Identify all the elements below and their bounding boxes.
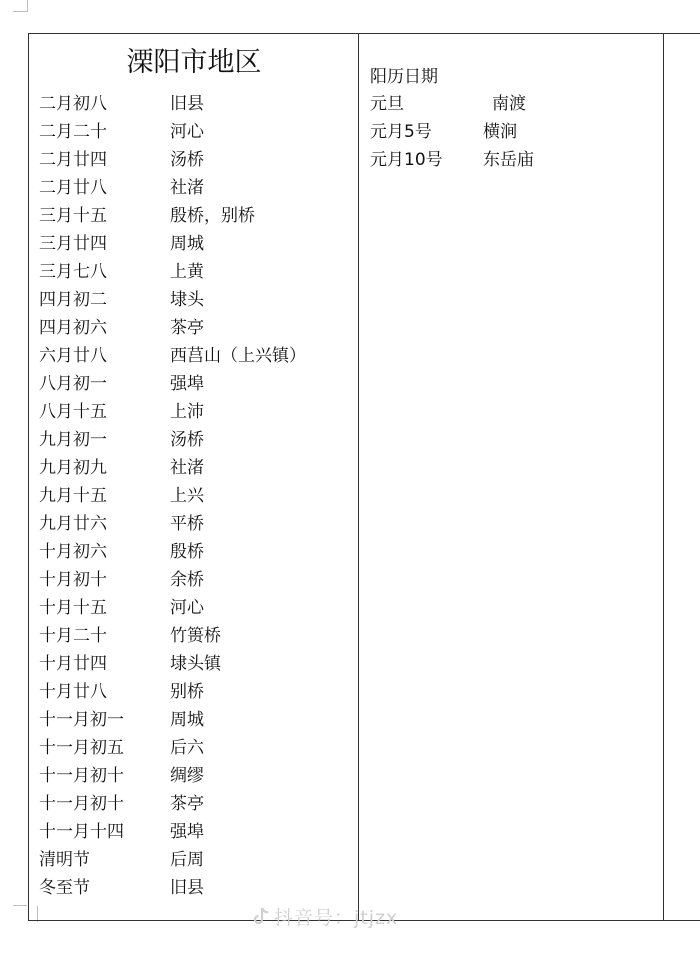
row-place: 强埠 [170,822,204,842]
row-date: 十月廿四 [39,654,107,674]
row-place: 社渚 [170,458,204,478]
row-date: 十一月初十 [39,794,124,814]
solar-date-heading: 阳历日期 [370,67,438,87]
row-place: 埭头镇 [170,654,221,674]
row-date: 十月二十 [39,626,107,646]
row-place: 平桥 [170,514,204,534]
row-place: 南渡 [492,94,526,114]
column-divider-right [663,34,664,920]
douyin-logo-icon [252,907,270,932]
row-place: 汤桥 [170,430,204,450]
row-place: 河心 [170,122,204,142]
row-place: 旧县 [170,878,204,898]
row-place: 河心 [170,598,204,618]
row-place: 殷桥 [170,542,204,562]
row-place: 旧县 [170,94,204,114]
row-date: 九月廿六 [39,514,107,534]
row-date: 十一月初五 [39,738,124,758]
page-title: 溧阳市地区 [126,47,262,78]
crop-mark-bottom-horizontal [13,905,27,906]
row-place: 社渚 [170,178,204,198]
row-place: 东岳庙 [483,150,534,170]
schedule-table [28,33,700,921]
row-date: 三月十五 [39,206,107,226]
row-date: 十一月初一 [39,710,124,730]
row-date: 四月初二 [39,290,107,310]
row-place: 茶亭 [170,318,204,338]
row-place: 绸缪 [170,766,204,786]
row-date: 十一月十四 [39,822,124,842]
watermark-text: 抖音号：jtjzx [274,907,399,929]
row-place: 上黄 [170,262,204,282]
watermark [252,903,398,932]
row-date: 八月十五 [39,402,107,422]
row-place: 茶亭 [170,794,204,814]
row-date: 九月初一 [39,430,107,450]
row-date: 二月廿四 [39,150,107,170]
row-place: 后六 [170,738,204,758]
row-place: 上沛 [170,402,204,422]
row-date: 十月初十 [39,570,107,590]
row-date: 二月初八 [39,94,107,114]
row-date: 冬至节 [39,878,90,898]
row-place: 余桥 [170,570,204,590]
row-date: 九月十五 [39,486,107,506]
row-place: 上兴 [170,486,204,506]
row-date: 清明节 [39,850,90,870]
row-place: 强埠 [170,374,204,394]
row-place: 后周 [170,850,204,870]
row-place: 殷桥，别桥 [170,206,255,226]
row-date: 三月廿四 [39,234,107,254]
row-date: 元旦 [370,94,404,114]
row-place: 周城 [170,234,204,254]
row-date: 元月10号 [370,150,443,170]
row-date: 二月廿八 [39,178,107,198]
row-date: 十一月初十 [39,766,124,786]
crop-mark-top-vertical [27,0,28,12]
row-date: 九月初九 [39,458,107,478]
row-date: 四月初六 [39,318,107,338]
crop-mark-top-horizontal [13,11,27,12]
row-date: 三月七八 [39,262,107,282]
row-date: 六月廿八 [39,346,107,366]
row-date: 二月二十 [39,122,107,142]
row-place: 西莒山（上兴镇） [170,346,306,366]
row-place: 横涧 [483,122,517,142]
row-place: 别桥 [170,682,204,702]
row-date: 元月5号 [370,122,432,142]
row-date: 十月初六 [39,542,107,562]
row-date: 八月初一 [39,374,107,394]
column-divider-middle [358,34,359,920]
row-place: 周城 [170,710,204,730]
row-place: 竹篑桥 [170,626,221,646]
row-date: 十月廿八 [39,682,107,702]
row-place: 埭头 [170,290,204,310]
row-place: 汤桥 [170,150,204,170]
row-date: 十月十五 [39,598,107,618]
